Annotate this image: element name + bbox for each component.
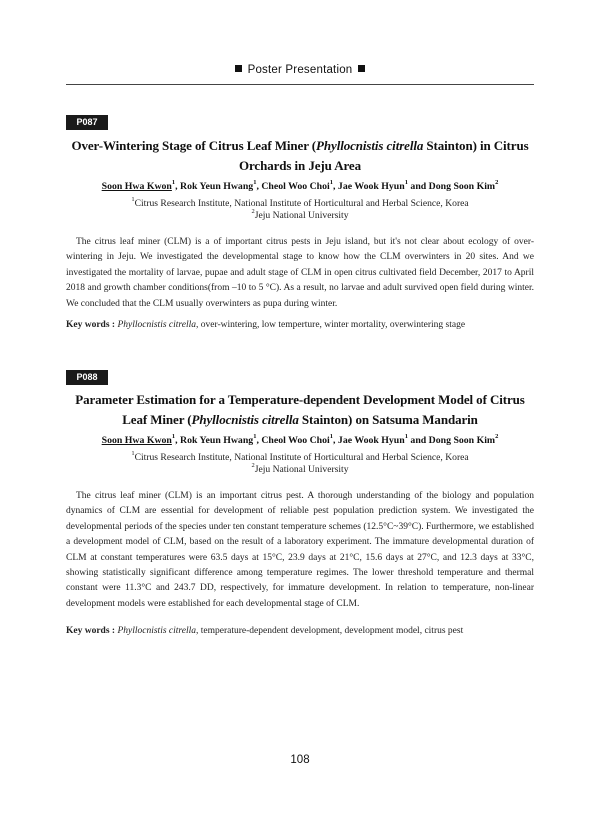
author-sup: 1 [329, 433, 334, 441]
author-name: Rok Yeun Hwang [180, 181, 254, 192]
running-header [66, 64, 534, 76]
affiliation-text: Citrus Research Institute, National Institute of Horticultural and Herbal Science, Korea [134, 452, 469, 463]
author-name: Soon Hwa Kwon [101, 435, 172, 446]
square-bullet-icon [235, 65, 242, 72]
paper-id-badge: P088 [66, 370, 108, 385]
affiliation-text: Jeju National University [254, 210, 349, 221]
title-species: Phyllocnistis citrella [316, 138, 424, 153]
author-name: Jae Wook Hyun [337, 435, 405, 446]
affiliation [66, 210, 534, 222]
keyword-species: Phyllocnistis citrella [117, 320, 196, 330]
abstract: The citrus leaf miner (CLM) is a of important citrus pests in Jeju island, but it's not clear about ecology of over-wintering in Jeju. We investigated the developmental stage to know how the CLM overwinters in 20 sites. And we investigated the mortality of larvae, pupae and adult stage of CLM in open citrus cultivated field December, 2017 to April 2018 and growth chamber conditions(from –10 to 5 °C). As a result, no larvae and adult survived open field during winter. We concluded that the CLM usually overwinters as pupa during winter. [66, 237, 534, 309]
author-name: Dong Soon Kim [428, 181, 496, 192]
author-list: Soon Hwa Kwon$^1$, Rok Yeun Hwang$^1$, Cheol Woo Choi$^1$, Jae Wook Hyun$^1$ and Dong Soon Kim$^2$ [101, 433, 499, 446]
author-name: Rok Yeun Hwang [180, 435, 254, 446]
title-text: Stainton) in Citrus Orchards in Jeju Area [238, 138, 529, 173]
author-sup: 1 [171, 179, 176, 187]
author-name: Soon Hwa Kwon [101, 181, 172, 192]
author-sup: 1 [404, 179, 408, 187]
author-sup: 1 [253, 433, 257, 441]
affiliation-list [66, 198, 534, 222]
affiliation-sup: 2 [251, 208, 255, 216]
keywords-label: Key words : [66, 626, 116, 636]
author-sup: 1 [171, 433, 176, 441]
keywords [66, 626, 534, 636]
keywords-label: Key words : [66, 320, 116, 330]
keywords-text: , over-wintering, low temperture, winter mortality, overwintering stage [196, 320, 466, 330]
affiliation-sup: 1 [131, 450, 135, 458]
page-number: 108 [290, 754, 310, 766]
author-name: Dong Soon Kim [428, 435, 496, 446]
header-text: Poster Presentation [247, 64, 353, 76]
author-name: Cheol Woo Choi [261, 181, 330, 192]
title-text: Parameter Estimation for a Temperature-dependent Development Model of Citrus Leaf Miner ( [75, 392, 525, 427]
title-text: Over-Wintering Stage of Citrus Leaf Miner ( [71, 138, 317, 153]
affiliation-list [66, 452, 534, 476]
keywords [66, 320, 534, 330]
affiliation-text: Jeju National University [254, 464, 349, 475]
author-sup: 2 [495, 433, 499, 441]
author-name: Cheol Woo Choi [261, 435, 330, 446]
header-rule [66, 84, 534, 85]
affiliation-sup: 2 [251, 462, 255, 470]
affiliation-text: Citrus Research Institute, National Institute of Horticultural and Herbal Science, Korea [134, 198, 469, 209]
keyword-species: Phyllocnistis citrella [117, 626, 196, 636]
affiliation-sup: 1 [131, 196, 135, 204]
paper-id-badge: P087 [66, 115, 108, 130]
keywords-text: , temperature-dependent development, development model, citrus pest [196, 626, 464, 636]
paper-title [66, 136, 534, 176]
author-name: Jae Wook Hyun [337, 181, 405, 192]
title-species: Phyllocnistis citrella [191, 412, 299, 427]
title-text: Stainton) on Satsuma Mandarin [298, 412, 478, 427]
affiliation [66, 198, 534, 210]
abstract: The citrus leaf miner (CLM) is an important citrus pest. A thorough understanding of the biology and population dynamics of CLM are essential for development of reliable pest population prediction system. We investigated the developmental periods of the species under ten constant temperature schemes (12.5°C~39°C). Furthermore, we established a development model of CLM, based on the result of a laboratory experiment. The immature developmental duration of CLM at constant temperatures were 63.5 days at 15°C, 23.9 days at 21°C, 15.6 days at 27°C, and 12.3 days at 33°C, showing statistically significant difference among temperature regimes. The lower threshold temperature and thermal constant were 11.3°C and 243.7 DD, respectively, for immature development. In relation to temperature, non-linear development models were established for each developmental stage of CLM. [66, 491, 534, 609]
affiliation [66, 464, 534, 476]
square-bullet-icon [358, 65, 365, 72]
author-sup: 2 [495, 179, 499, 187]
paper-title [66, 390, 534, 430]
author-list: Soon Hwa Kwon$^1$, Rok Yeun Hwang$^1$, Cheol Woo Choi$^1$, Jae Wook Hyun$^1$ and Dong Soon Kim$^2$ [101, 179, 499, 192]
author-sup: 1 [253, 179, 257, 187]
author-sup: 1 [329, 179, 334, 187]
author-sup: 1 [404, 433, 408, 441]
affiliation [66, 452, 534, 464]
